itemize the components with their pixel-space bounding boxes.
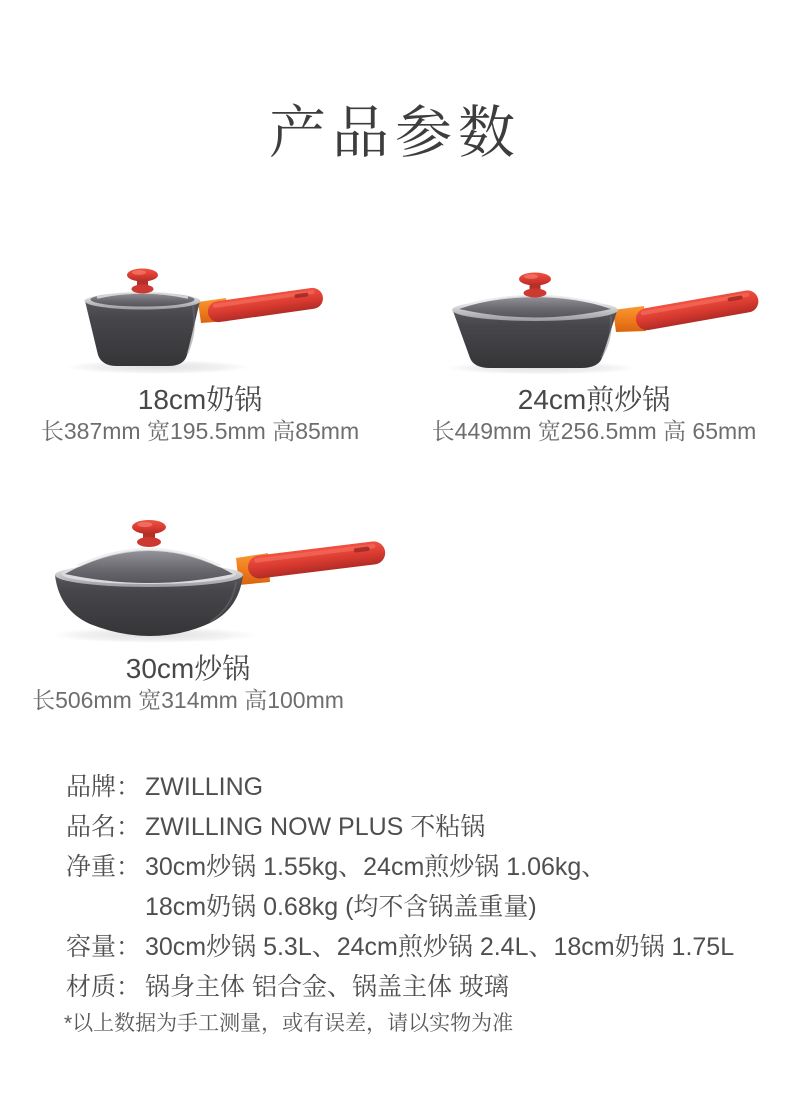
lid-knob — [127, 269, 158, 294]
product-name: 24cm煎炒锅 — [517, 384, 671, 415]
spec-row-net-weight — [66, 847, 776, 887]
product-dimensions: 长449mm 宽256.5mm 高 65mm — [431, 418, 757, 444]
pot-body — [85, 301, 200, 366]
spec-material-label: 材质： — [66, 973, 142, 1001]
spec-row-product-name — [66, 807, 776, 847]
product-caption — [18, 654, 358, 714]
pot-handle — [236, 540, 386, 585]
spec-product-name-label: 品名： — [66, 813, 142, 841]
spec-brand-label: 品牌： — [66, 773, 142, 801]
spec-brand-value: ZWILLING — [145, 773, 264, 801]
product-caption — [30, 385, 370, 445]
spec-capacity-label: 容量： — [66, 933, 142, 961]
spec-net-weight-value: 30cm炒锅 1.55kg、24cm煎炒锅 1.06kg、 — [145, 853, 607, 881]
spec-row-capacity — [66, 927, 776, 967]
spec-row-material — [66, 967, 776, 1007]
product-caption — [424, 385, 764, 445]
pot-handle — [198, 287, 324, 324]
product-dimensions: 长506mm 宽314mm 高100mm — [32, 687, 344, 713]
pot-lid — [452, 296, 618, 321]
spec-product-name-value: ZWILLING NOW PLUS 不粘锅 — [145, 813, 486, 841]
spec-net-weight-value-line2: 18cm奶锅 0.68kg (均不含锅盖重量) — [145, 893, 537, 921]
spec-row-net-weight-continuation — [66, 887, 776, 927]
spec-material-value: 锅身主体 铝合金、锅盖主体 玻璃 — [145, 973, 509, 1001]
pot-lid — [55, 550, 243, 588]
pot-24cm-image — [430, 262, 765, 377]
pot-18cm-image — [60, 256, 330, 376]
spec-capacity-value: 30cm炒锅 5.3L、24cm煎炒锅 2.4L、18cm奶锅 1.75L — [145, 933, 735, 961]
product-dimensions: 长387mm 宽195.5mm 高85mm — [40, 418, 360, 444]
spec-net-weight-label: 净重： — [66, 853, 142, 881]
pot-30cm-image — [40, 512, 390, 652]
page-title: 产品参数 — [269, 101, 521, 165]
lid-knob — [519, 273, 551, 298]
spec-list — [66, 767, 776, 1007]
spec-row-brand — [66, 767, 776, 807]
pot-lid — [85, 293, 201, 310]
product-name: 18cm奶锅 — [137, 384, 263, 415]
lid-knob — [132, 520, 166, 547]
measurement-disclaimer: *以上数据为手工测量，或有误差，请以实物为准 — [64, 1012, 514, 1035]
product-name: 30cm炒锅 — [125, 653, 251, 684]
pot-handle — [613, 289, 760, 332]
